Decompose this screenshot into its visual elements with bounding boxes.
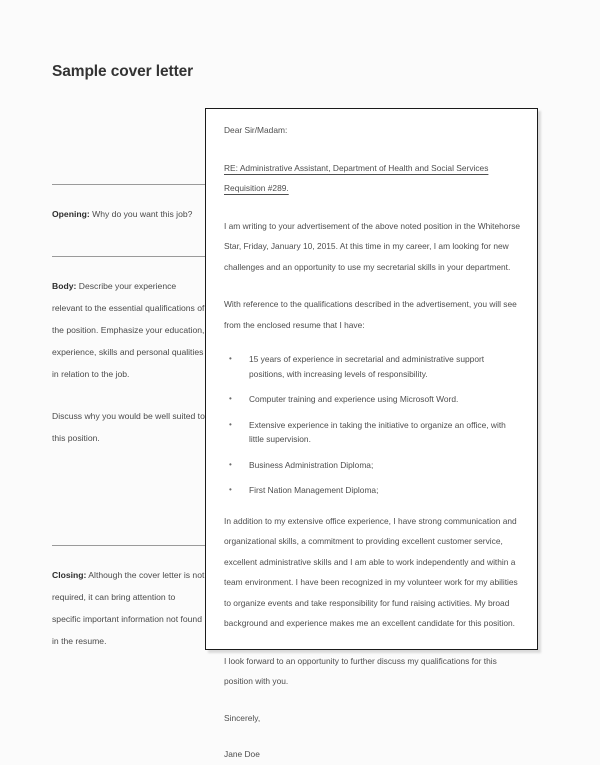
- annotation-closing-label: Closing:: [52, 570, 87, 580]
- annotation-opening-body: Why do you want this job?: [92, 209, 193, 219]
- list-item: [224, 418, 521, 447]
- qualifications-list: [224, 352, 521, 498]
- annotation-body: [52, 256, 205, 449]
- divider-closing: [52, 545, 205, 546]
- annotation-opening-label: Opening:: [52, 209, 90, 219]
- cover-letter-content: [224, 120, 521, 765]
- annotation-body-paragraph-1: [52, 275, 205, 385]
- letter-subject-text: RE: Administrative Assistant, Department of Health and Social Services Requisition #289.: [224, 162, 489, 193]
- annotation-closing-paragraph: [52, 564, 205, 652]
- letter-paragraph-2: With reference to the qualifications described in the advertisement, you will see from the enclosed resume that I have:: [224, 299, 517, 330]
- annotation-opening-text: [52, 203, 205, 225]
- list-item-text: Computer training and experience using Microsoft Word.: [249, 394, 459, 404]
- list-item-text: Business Administration Diploma;: [249, 459, 374, 470]
- annotation-closing: [52, 545, 205, 652]
- annotation-body-body: Describe your experience relevant to the essential qualifications of the position. Emphasize your education, experience, skills and personal qualities in relation to the job.: [52, 281, 205, 379]
- annotation-closing-body: Although the cover letter is not required, it can bring attention to specific important information not found in the resume.: [52, 570, 205, 646]
- annotation-opening-paragraph: [52, 203, 205, 225]
- letter-paragraph-4: I look forward to an opportunity to further discuss my qualifications for this position with you.: [224, 655, 497, 686]
- bullet-icon: •: [229, 485, 232, 494]
- divider-opening: [52, 184, 205, 185]
- letter-signature-name: Jane Doe: [224, 749, 260, 759]
- annotation-opening: [52, 184, 205, 225]
- annotation-body-paragraph-2: Discuss why you would be well suited to this position.: [52, 411, 205, 443]
- list-item-text: First Nation Management Diploma;: [249, 485, 379, 495]
- annotation-body-text: [52, 275, 205, 449]
- list-item: [224, 352, 521, 381]
- bullet-icon: •: [229, 354, 232, 363]
- letter-closing-word: Sincerely,: [224, 712, 261, 723]
- letter-subject-line: [224, 158, 521, 199]
- letter-paragraph-3: In addition to my extensive office experience, I have strong communication and organizational skills, a commitment to providing excellent customer service, excellent administrative skills and I am able to work independently and within a team environment. I have been recognized in my volunteer work for my abilities to organize events and take responsibility for fund raising activities. My broad background and experience makes me an excellent candidate for this position.: [224, 515, 518, 628]
- list-item: [224, 483, 521, 498]
- bullet-icon: •: [229, 459, 232, 469]
- list-item: [224, 458, 521, 473]
- list-item-text: Extensive experience in taking the initiative to organize an office, with little supervision.: [249, 419, 506, 444]
- page-title: Sample cover letter: [52, 63, 194, 80]
- bullet-icon: •: [229, 394, 232, 403]
- bullet-icon: •: [229, 419, 232, 429]
- letter-salutation: Dear Sir/Madam:: [224, 125, 288, 135]
- letter-paragraph-1: I am writing to your advertisement of the above noted position in the Whitehorse Star, Friday, January 10, 2015. At this time in my career, I am looking for new challenges and an opportunity to use my secretarial skills in your department.: [224, 220, 521, 272]
- annotation-body-label: Body:: [52, 281, 77, 291]
- list-item-text: 15 years of experience in secretarial and administrative support positions, with increasing levels of responsibility.: [249, 354, 485, 379]
- list-item: [224, 392, 521, 407]
- cover-letter-box: [205, 108, 538, 759]
- divider-body: [52, 256, 205, 257]
- annotation-closing-text: [52, 564, 205, 652]
